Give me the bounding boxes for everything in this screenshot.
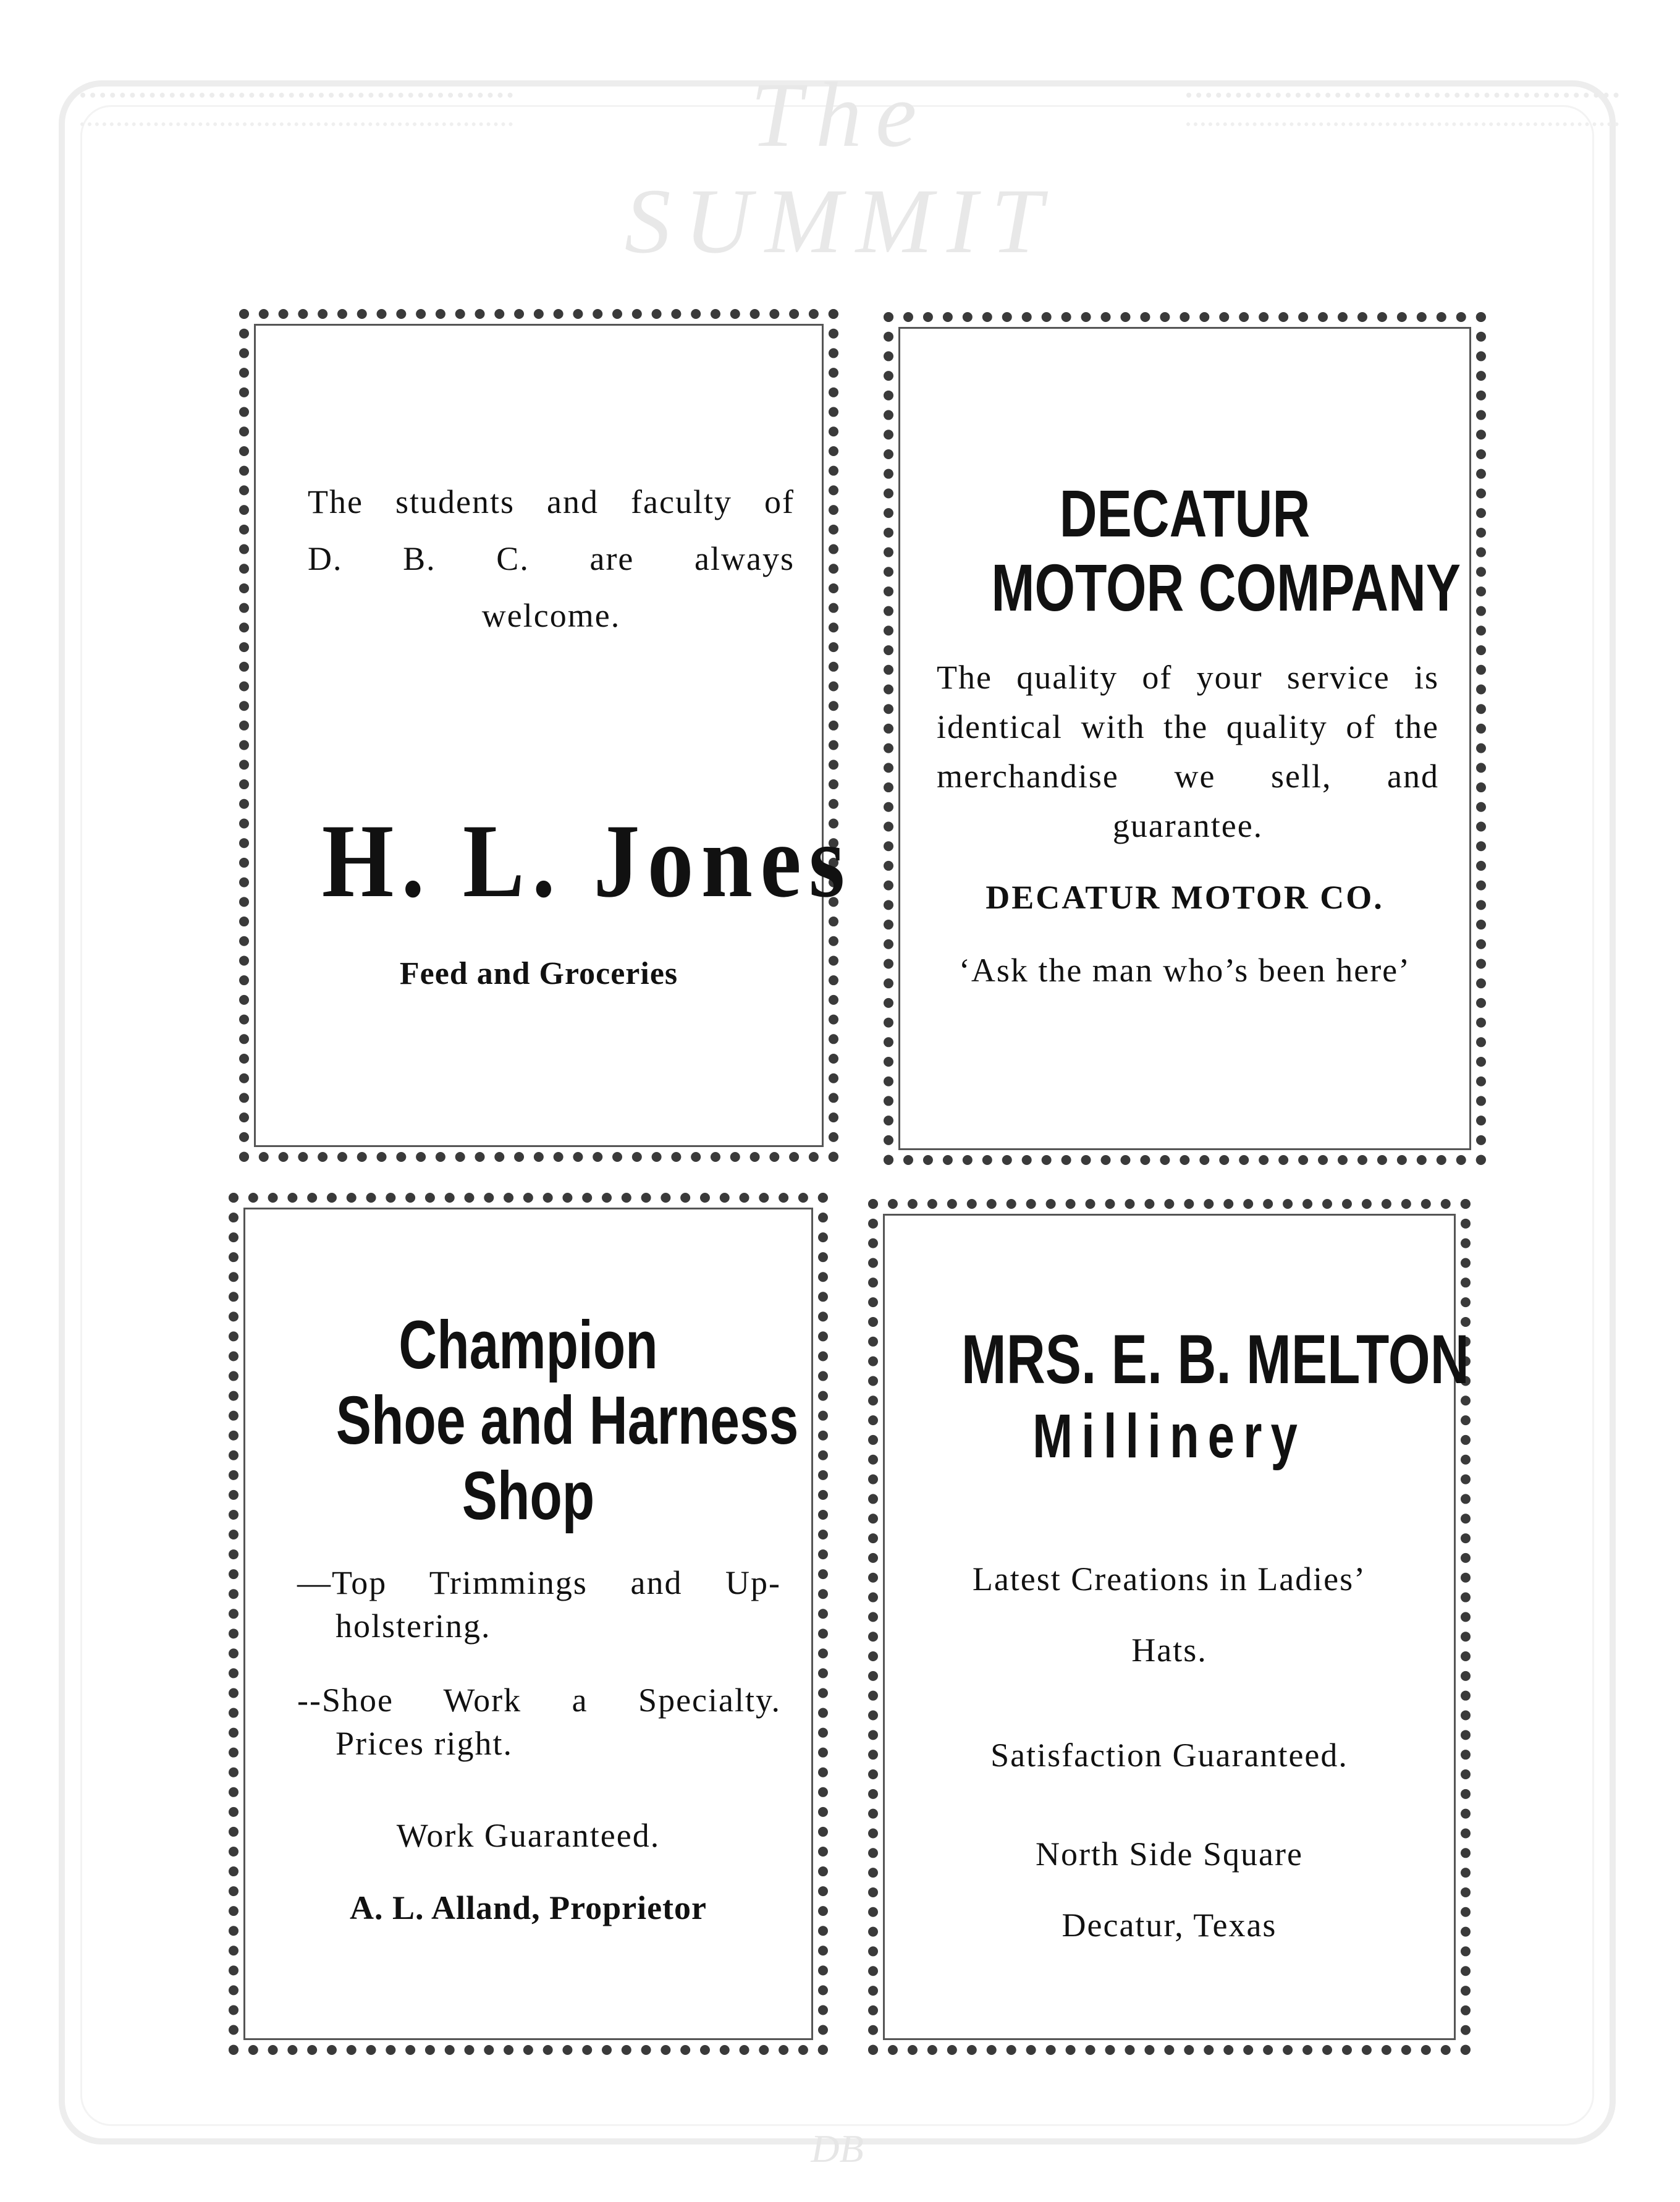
service-text: The quality of your service is identical with the quality of the merchandise we sell, and guarantee. bbox=[937, 659, 1439, 844]
headline-line-1: Champion bbox=[399, 1307, 658, 1383]
header-vine-left bbox=[80, 93, 513, 126]
header-vine-right bbox=[1186, 93, 1619, 126]
ad-decatur-motor bbox=[884, 312, 1486, 1165]
page-header-title: The SUMMIT bbox=[624, 64, 1057, 273]
latest-creations-line-2: Hats. bbox=[1131, 1632, 1207, 1669]
welcome-text: The students and faculty of D. B. C. are always welcome. bbox=[308, 483, 795, 634]
address-line-2: Decatur, Texas bbox=[1062, 1907, 1277, 1944]
latest-creations-line-1: Latest Creations in Ladies’ bbox=[972, 1560, 1367, 1598]
company-name: DECATUR MOTOR CO. bbox=[986, 879, 1384, 916]
proprietor: A. L. Alland, Proprietor bbox=[349, 1889, 707, 1926]
ad-hl-jones bbox=[239, 309, 853, 1162]
business-type: Millinery bbox=[1032, 1402, 1306, 1471]
headline-line-3: Shop bbox=[462, 1458, 595, 1534]
service-item-2-line-2: Prices right. bbox=[336, 1725, 513, 1762]
satisfaction-guarantee: Satisfaction Guaranteed. bbox=[990, 1737, 1348, 1774]
headline-line-1: DECATUR bbox=[1059, 476, 1311, 551]
ad-inner-frame bbox=[254, 324, 853, 1147]
ad-champion-shoe bbox=[229, 1193, 828, 2055]
work-guarantee: Work Guaranteed. bbox=[396, 1817, 661, 1854]
ad-melton-millinery bbox=[868, 1199, 1471, 2055]
service-item-1-line-2: holstering. bbox=[336, 1607, 491, 1645]
headline-line-2: MOTOR COMPANY bbox=[991, 550, 1461, 625]
service-item-1-line-1: —Top Trimmings and Up- bbox=[297, 1564, 781, 1601]
address-line-1: North Side Square bbox=[1036, 1836, 1303, 1873]
store-name: H. L. Jones bbox=[321, 803, 853, 919]
page-footer-mark: DB bbox=[811, 2127, 864, 2170]
service-item-2-line-1: --Shoe Work a Specialty. bbox=[297, 1682, 781, 1719]
proprietor-name: MRS. E. B. MELTON bbox=[961, 1321, 1469, 1398]
slogan: ‘Ask the man who’s been here’ bbox=[958, 952, 1411, 989]
store-tagline: Feed and Groceries bbox=[399, 956, 678, 991]
headline-line-2: Shoe and Harness bbox=[336, 1383, 799, 1459]
